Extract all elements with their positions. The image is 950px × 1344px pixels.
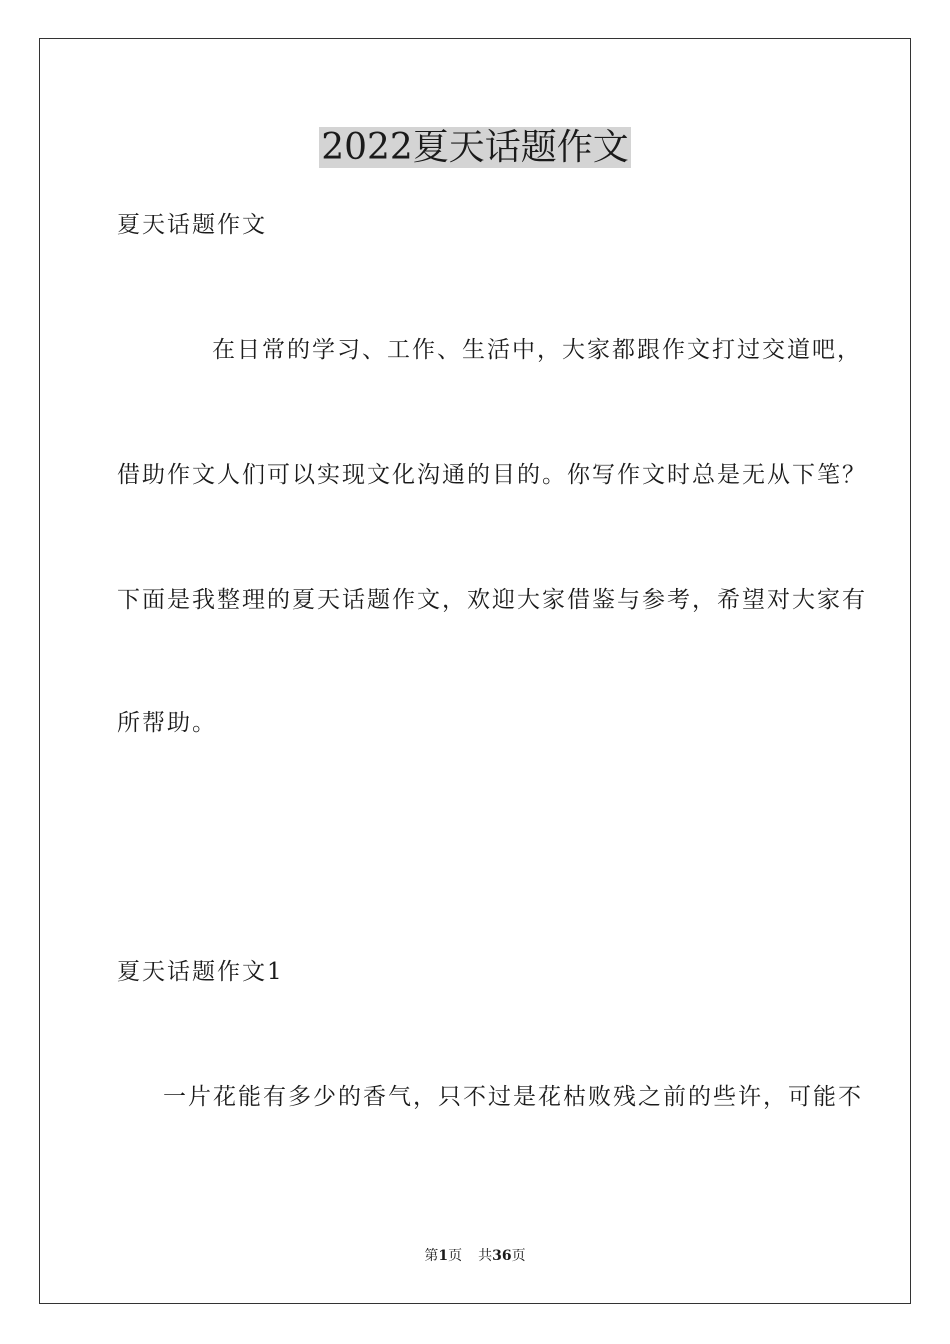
paragraph-1-line-2: 借助作文人们可以实现文化沟通的目的。你写作文时总是无从下笔？ (117, 462, 867, 488)
page-footer (0, 1247, 950, 1265)
footer-total-prefix: 共 (478, 1248, 493, 1264)
paragraph-1-line-4: 所帮助。 (117, 710, 217, 736)
section-heading: 夏天话题作文1 (117, 959, 284, 985)
paragraph-2-line-1: 一片花能有多少的香气，只不过是花枯败残之前的些许，可能不 (163, 1084, 863, 1110)
footer-page-prefix: 第 (424, 1248, 439, 1264)
document-title (0, 126, 950, 170)
document-title-text: 2022夏天话题作文 (321, 127, 629, 168)
footer-page-current: 1 (438, 1248, 449, 1264)
document-heading: 夏天话题作文 (117, 212, 267, 238)
paragraph-1-line-3: 下面是我整理的夏天话题作文，欢迎大家借鉴与参考，希望对大家有 (117, 587, 867, 613)
footer-page-unit: 页 (448, 1248, 463, 1264)
paragraph-1-line-1: 在日常的学习、工作、生活中，大家都跟作文打过交道吧， (212, 337, 862, 363)
footer-total-unit: 页 (511, 1248, 526, 1264)
footer-page-total: 36 (492, 1248, 512, 1264)
